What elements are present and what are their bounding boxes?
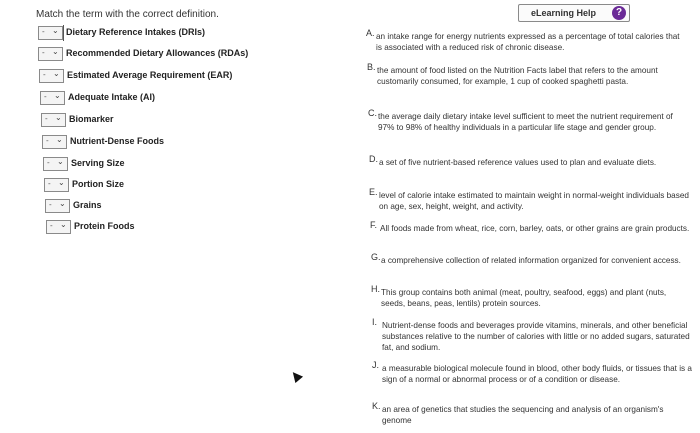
chevron-down-icon: ⌄ [59,199,66,208]
definition-text: a set of five nutrient-based reference values used to plan and evaluate diets. [379,158,657,167]
definition-text: a measurable biological molecule found in blood, other body fluids, or tissues that is a sign of a normal or abnormal process or of a condition or disease. [382,364,692,384]
term-select[interactable]: - ⌄ [42,135,67,149]
definition-letter: I. [372,317,378,327]
chevron-down-icon: ⌄ [53,69,60,78]
help-button-label: eLearning Help [531,8,597,18]
chevron-down-icon: ⌄ [52,47,59,56]
chevron-down-icon: ⌄ [60,220,67,229]
definition-text: All foods made from wheat, rice, corn, barley, oats, or other grains are grain products. [380,224,690,233]
definition-letter: A. [366,28,375,38]
term-label: Nutrient-Dense Foods [70,136,165,146]
question-circle-icon: ? [612,6,626,20]
definition-letter: J. [372,360,380,370]
term-select[interactable]: - ⌄ [46,220,71,234]
term-label: Dietary Reference Intakes (DRIs) [66,27,205,37]
definition-letter: F. [370,220,378,230]
definition-text: an intake range for energy nutrients expressed as a percentage of total calories that is associated with a reduced risk of chronic disease. [376,32,680,52]
definition-letter: G. [371,252,381,262]
instructions-text: Match the term with the correct definition. [36,9,219,20]
term-label: Grains [73,200,102,210]
definition-letter: K. [372,401,381,411]
term-label: Adequate Intake (AI) [68,92,156,102]
term-label: Estimated Average Requirement (EAR) [67,70,233,80]
term-label: Portion Size [72,179,125,189]
term-select[interactable]: - ⌄ [38,47,63,61]
definition-letter: B. [367,62,376,72]
chevron-down-icon: ⌄ [56,135,63,144]
term-label: Biomarker [69,114,114,124]
term-label: Serving Size [71,158,125,168]
chevron-down-icon: ⌄ [58,178,65,187]
term-label: Protein Foods [74,221,135,231]
elearning-help-button[interactable] [518,4,630,22]
definition-letter: H. [371,284,380,294]
chevron-down-icon: ⌄ [57,157,64,166]
definition-text: a comprehensive collection of related information organized for convenient access. [381,256,681,265]
definition-text: an area of genetics that studies the sequencing and analysis of an organism's genome [382,405,664,425]
term-label: Recommended Dietary Allowances (RDAs) [66,48,249,58]
definition-text: the average daily dietary intake level sufficient to meet the nutrient requirement of 97% to 98% of healthy individuals in a particular life stage and gender group. [378,112,673,132]
chevron-down-icon: ⌄ [52,26,59,35]
mouse-cursor-icon [289,369,303,383]
definition-text: This group contains both animal (meat, poultry, seafood, eggs) and plant (nuts, seeds, beans, peas, lentils) protein sources. [381,288,667,308]
definition-letter: E. [369,187,378,197]
definition-text: Nutrient-dense foods and beverages provide vitamins, minerals, and other beneficial substances relative to the number of calories with little or no added sugars, saturated fat, and sodium. [382,321,690,352]
term-select[interactable]: - ⌄ [45,199,70,213]
term-select[interactable]: - ⌄ [38,26,63,40]
definition-text: level of calorie intake estimated to maintain weight in normal-weight individuals based on age, sex, height, weight, and activity. [379,191,689,211]
term-select[interactable]: - ⌄ [43,157,68,171]
term-select[interactable]: - ⌄ [44,178,69,192]
definition-letter: D. [369,154,378,164]
definition-text: the amount of food listed on the Nutrition Facts label that refers to the amount customarily consumed, for example, 1 cup of cooked spaghetti pasta. [377,66,658,86]
definition-letter: C. [368,108,377,118]
chevron-down-icon: ⌄ [55,113,62,122]
term-select[interactable]: - ⌄ [40,91,65,105]
chevron-down-icon: ⌄ [54,91,61,100]
term-select[interactable]: - ⌄ [39,69,64,83]
term-select[interactable]: - ⌄ [41,113,66,127]
